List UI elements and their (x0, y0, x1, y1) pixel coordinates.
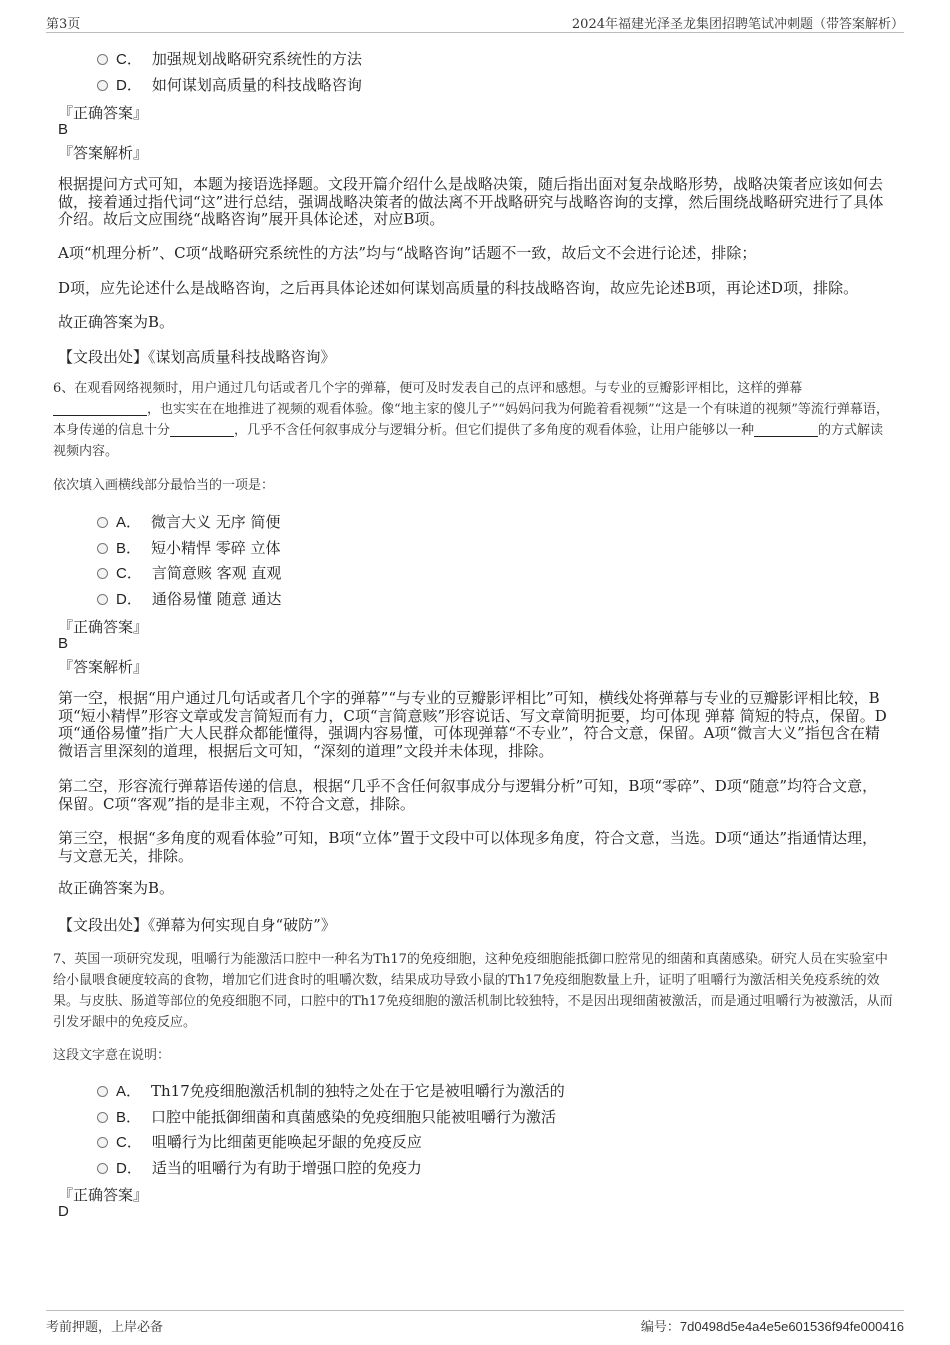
q7-answer-label: 『正确答案』 (58, 1186, 149, 1204)
radio-icon[interactable] (97, 568, 108, 579)
q5-analysis-paragraph: A项“机理分析”、C项“战略研究系统性的方法”均与“战略咨询”话题不一致，故后文不会进行论述，排除； (58, 244, 757, 262)
document-title: 2024年福建光泽圣龙集团招聘笔试冲刺题（带答案解析） (571, 17, 904, 32)
q5-analysis-label: 『答案解析』 (58, 144, 149, 162)
q5-analysis-paragraph: 根据提问方式可知，本题为接语选择题。文段开篇介绍什么是战略决策，随后指出面对复杂战略形势，战略决策者应该如何去做，接着通过指代词“这”进行总结，强调战略决策者的做法离不开战略研究与战略咨询的支撑，然后围绕战略研究进行了具体介绍。故后文应围绕“战略咨询”展开具体论述，对应B项。 (58, 175, 884, 228)
q6-answer-label: 『正确答案』 (58, 618, 149, 636)
q7-answer: D (58, 1203, 69, 1220)
page-footer (46, 1310, 904, 1335)
footer-slogan: 考前押题，上岸必备 (46, 1320, 164, 1335)
page-header (46, 10, 904, 33)
page-number: 第3页 (46, 17, 81, 32)
q7-option-b[interactable]: B． 口腔中能抵御细菌和真菌感染的免疫细胞只能被咀嚼行为激活 (97, 1106, 556, 1127)
q6-option-a[interactable]: A． 微言大义 无序 简便 (97, 511, 281, 532)
q7-option-a[interactable]: A． Th17免疫细胞激活机制的独特之处在于它是被咀嚼行为激活的 (97, 1080, 565, 1101)
q6-analysis-label: 『答案解析』 (58, 658, 149, 676)
radio-icon[interactable] (97, 1086, 108, 1097)
radio-icon[interactable] (97, 594, 108, 605)
q6-option-b[interactable]: B． 短小精悍 零碎 立体 (97, 537, 281, 558)
document-code: 编号：7d0498d5e4a4e5e601536f94fe000416 (640, 1319, 904, 1335)
q6-option-d[interactable]: D． 通俗易懂 随意 通达 (97, 588, 281, 609)
q6-analysis-paragraph: 第一空，根据“用户通过几句话或者几个字的弹幕”“与专业的豆瓣影评相比”可知，横线处将弹幕与专业的豆瓣影评相比较，B项“短小精悍”形容文章或发言简短而有力，C项“言简意赅”形容说话、写文章简明扼要，均可体现 弹幕 简短的特点，保留。D项“通俗易懂”指广大人民群众都能懂得，强调内容易懂，可体现弹幕“不专业”，符合文意，保留。A项“微言大义”指包含在精微语言里深刻的道理，根据后文可知，“深刻的道理”文段并未体现，排除。 (58, 689, 887, 760)
q5-analysis-paragraph: 故正确答案为B。 (58, 313, 175, 331)
q5-answer-label: 『正确答案』 (58, 104, 149, 122)
radio-icon[interactable] (97, 54, 108, 65)
radio-icon[interactable] (97, 517, 108, 528)
blank-line (170, 422, 234, 437)
q6-analysis-paragraph: 故正确答案为B。 (58, 879, 175, 897)
q5-source: 【文段出处】《谋划高质量科技战略咨询》 (58, 348, 336, 366)
q6-analysis-paragraph: 第二空，形容流行弹幕语传递的信息，根据“几乎不含任何叙事成分与逻辑分析”可知，B项“零碎”、D项“随意”均符合文意，保留。C项“客观”指的是非主观，不符合文意，排除。 (58, 777, 878, 813)
q6-option-c[interactable]: C． 言简意赅 客观 直观 (97, 562, 281, 583)
q7-question-text: 7、英国一项研究发现，咀嚼行为能激活口腔中一种名为Th17的免疫细胞，这种免疫细胞能抵御口腔常见的细菌和真菌感染。研究人员在实验室中给小鼠喂食硬度较高的食物，增加它们进食时的咀嚼次数，结果成功导致小鼠的Th17免疫细胞数量上升，证明了咀嚼行为激活相关免疫系统的效果。与皮肤、肠道等部位的免疫细胞不同，口腔中的Th17免疫细胞的激活机制比较独特，不是因出现细菌被激活，而是通过咀嚼行为被激活，从而引发牙龈中的免疫反应。 (53, 952, 893, 1030)
radio-icon[interactable] (97, 1163, 108, 1174)
q5-option-c[interactable]: C． 加强规划战略研究系统性的方法 (97, 48, 362, 69)
q6-prompt: 依次填入画横线部分最恰当的一项是： (53, 478, 275, 493)
q6-answer: B (58, 635, 69, 652)
blank-line (53, 401, 147, 416)
q6-analysis-paragraph: 第三空，根据“多角度的观看体验”可知，B项“立体”置于文段中可以体现多角度，符合文意，当选。D项“通达”指通情达理，与文意无关，排除。 (58, 829, 878, 865)
radio-icon[interactable] (97, 543, 108, 554)
radio-icon[interactable] (97, 1112, 108, 1123)
q5-option-d[interactable]: D． 如何谋划高质量的科技战略咨询 (97, 74, 362, 95)
q5-answer: B (58, 121, 69, 138)
q6-question-text: 6、在观看网络视频时，用户通过几句话或者几个字的弹幕，便可及时发表自己的点评和感想。与专业的豆瓣影评相比，这样的弹幕 ，也实实在在地推进了视频的观看体验。像“地主家的傻儿子”“妈妈问我为何跪着看视频”“这是一个有味道的视频”等流行弹幕语，本身传递的信息十分 ，几乎不含任何叙事成分与逻辑分析。但它们提供了多角度的观看体验，让用户能够以一种 的方式解读视频内容。 (53, 381, 889, 459)
blank-line (754, 422, 818, 437)
q7-option-c[interactable]: C． 咀嚼行为比细菌更能唤起牙龈的免疫反应 (97, 1131, 422, 1152)
q5-analysis-paragraph: D项，应先论述什么是战略咨询，之后再具体论述如何谋划高质量的科技战略咨询，故应先论述B项，再论述D项，排除。 (58, 279, 859, 297)
q6-source: 【文段出处】《弹幕为何实现自身“破防”》 (58, 916, 336, 934)
radio-icon[interactable] (97, 80, 108, 91)
q7-prompt: 这段文字意在说明： (53, 1048, 171, 1063)
q7-option-d[interactable]: D． 适当的咀嚼行为有助于增强口腔的免疫力 (97, 1157, 422, 1178)
radio-icon[interactable] (97, 1137, 108, 1148)
